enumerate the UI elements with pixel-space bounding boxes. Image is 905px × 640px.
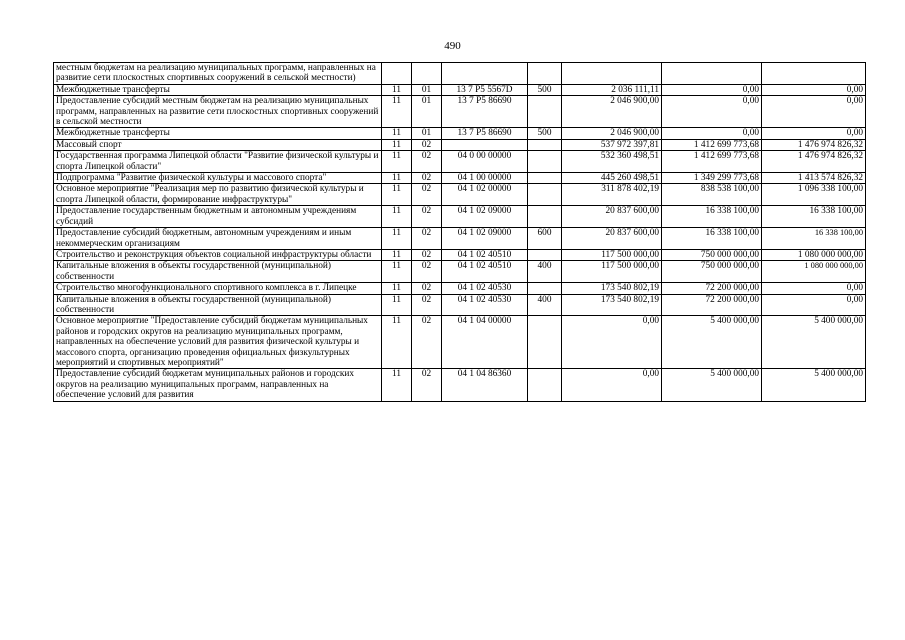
amount-year3-cell: 16 338 100,00	[762, 228, 866, 250]
amount-year2-cell	[662, 63, 762, 85]
target-article-cell: 04 1 02 40510	[442, 249, 528, 260]
amount-year3-cell	[762, 63, 866, 85]
amount-year2-cell: 0,00	[662, 84, 762, 95]
expense-type-cell	[528, 369, 562, 401]
amount-year3-cell: 5 400 000,00	[762, 316, 866, 369]
table-row	[54, 84, 866, 95]
amount-year1-cell: 532 360 498,51	[562, 151, 662, 173]
row-name-cell: Основное мероприятие "Реализация мер по развитию физической культуры и спорта Липецкой области, формирование инфраструктуры"	[54, 184, 382, 206]
row-name-cell: Предоставление государственным бюджетным и автономным учреждениям субсидий	[54, 206, 382, 228]
target-article-cell	[442, 63, 528, 85]
table-row	[54, 151, 866, 173]
expense-type-cell	[528, 249, 562, 260]
subsection-code-cell: 01	[412, 96, 442, 128]
subsection-code-cell: 02	[412, 261, 442, 283]
target-article-cell: 13 7 P5 5567D	[442, 84, 528, 95]
amount-year1-cell: 311 878 402,19	[562, 184, 662, 206]
table-row	[54, 294, 866, 316]
subsection-code-cell: 01	[412, 128, 442, 139]
table-row	[54, 283, 866, 294]
amount-year2-cell: 16 338 100,00	[662, 228, 762, 250]
table-row	[54, 369, 866, 401]
expense-type-cell	[528, 283, 562, 294]
amount-year3-cell: 1 096 338 100,00	[762, 184, 866, 206]
amount-year1-cell: 2 036 111,11	[562, 84, 662, 95]
amount-year3-cell: 1 476 974 826,32	[762, 151, 866, 173]
section-code-cell: 11	[382, 173, 412, 184]
subsection-code-cell: 02	[412, 206, 442, 228]
amount-year2-cell: 838 538 100,00	[662, 184, 762, 206]
section-code-cell: 11	[382, 316, 412, 369]
subsection-code-cell: 02	[412, 283, 442, 294]
amount-year1-cell: 173 540 802,19	[562, 283, 662, 294]
section-code-cell: 11	[382, 369, 412, 401]
amount-year3-cell: 1 080 000 000,00	[762, 261, 866, 283]
amount-year2-cell: 0,00	[662, 128, 762, 139]
amount-year2-cell: 1 349 299 773,68	[662, 173, 762, 184]
amount-year1-cell: 20 837 600,00	[562, 206, 662, 228]
amount-year1-cell: 2 046 900,00	[562, 128, 662, 139]
amount-year3-cell: 16 338 100,00	[762, 206, 866, 228]
amount-year3-cell: 0,00	[762, 96, 866, 128]
amount-year3-cell: 5 400 000,00	[762, 369, 866, 401]
subsection-code-cell: 02	[412, 294, 442, 316]
target-article-cell: 04 1 04 00000	[442, 316, 528, 369]
amount-year1-cell: 0,00	[562, 369, 662, 401]
target-article-cell: 04 1 00 00000	[442, 173, 528, 184]
table-row	[54, 173, 866, 184]
section-code-cell: 11	[382, 151, 412, 173]
row-name-cell: Предоставление субсидий бюджетным, автономным учреждениям и иным некоммерческим организациям	[54, 228, 382, 250]
section-code-cell: 11	[382, 128, 412, 139]
amount-year2-cell: 16 338 100,00	[662, 206, 762, 228]
target-article-cell: 13 7 P5 86690	[442, 96, 528, 128]
expense-type-cell	[528, 316, 562, 369]
target-article-cell: 04 1 02 09000	[442, 206, 528, 228]
expense-type-cell	[528, 206, 562, 228]
row-name-cell: Межбюджетные трансферты	[54, 128, 382, 139]
expense-type-cell: 400	[528, 294, 562, 316]
section-code-cell: 11	[382, 261, 412, 283]
expense-type-cell	[528, 139, 562, 150]
expense-type-cell	[528, 151, 562, 173]
subsection-code-cell: 02	[412, 139, 442, 150]
table-row	[54, 184, 866, 206]
section-code-cell: 11	[382, 294, 412, 316]
subsection-code-cell	[412, 63, 442, 85]
table-row	[54, 128, 866, 139]
table-row	[54, 249, 866, 260]
target-article-cell: 04 1 02 40530	[442, 294, 528, 316]
expense-type-cell: 400	[528, 261, 562, 283]
target-article-cell: 04 1 02 00000	[442, 184, 528, 206]
section-code-cell: 11	[382, 96, 412, 128]
section-code-cell: 11	[382, 206, 412, 228]
amount-year2-cell: 750 000 000,00	[662, 249, 762, 260]
target-article-cell	[442, 139, 528, 150]
amount-year2-cell: 72 200 000,00	[662, 294, 762, 316]
table-row	[54, 96, 866, 128]
expense-type-cell: 500	[528, 128, 562, 139]
section-code-cell: 11	[382, 139, 412, 150]
expense-type-cell	[528, 63, 562, 85]
amount-year1-cell: 20 837 600,00	[562, 228, 662, 250]
target-article-cell: 04 1 02 40530	[442, 283, 528, 294]
table-row	[54, 228, 866, 250]
expense-type-cell	[528, 184, 562, 206]
expense-type-cell	[528, 96, 562, 128]
subsection-code-cell: 02	[412, 249, 442, 260]
target-article-cell: 04 1 02 09000	[442, 228, 528, 250]
expense-type-cell	[528, 173, 562, 184]
table-row	[54, 63, 866, 85]
amount-year3-cell: 0,00	[762, 294, 866, 316]
section-code-cell: 11	[382, 184, 412, 206]
amount-year3-cell: 0,00	[762, 84, 866, 95]
amount-year3-cell: 0,00	[762, 283, 866, 294]
section-code-cell: 11	[382, 249, 412, 260]
row-name-cell: Строительство и реконструкция объектов социальной инфраструктуры области	[54, 249, 382, 260]
subsection-code-cell: 02	[412, 316, 442, 369]
row-name-cell: Капитальные вложения в объекты государственной (муниципальной) собственности	[54, 261, 382, 283]
amount-year2-cell: 750 000 000,00	[662, 261, 762, 283]
subsection-code-cell: 02	[412, 151, 442, 173]
table-row	[54, 206, 866, 228]
amount-year2-cell: 0,00	[662, 96, 762, 128]
row-name-cell: местным бюджетам на реализацию муниципальных программ, направленных на развитие сети плоскостных спортивных сооружений в сельской местности)	[54, 63, 382, 85]
amount-year1-cell: 173 540 802,19	[562, 294, 662, 316]
amount-year1-cell: 2 046 900,00	[562, 96, 662, 128]
page-number: 490	[444, 40, 461, 52]
target-article-cell: 13 7 P5 86690	[442, 128, 528, 139]
table-row	[54, 316, 866, 369]
section-code-cell: 11	[382, 84, 412, 95]
row-name-cell: Государственная программа Липецкой области "Развитие физической культуры и спорта Липецкой области"	[54, 151, 382, 173]
subsection-code-cell: 02	[412, 173, 442, 184]
row-name-cell: Капитальные вложения в объекты государственной (муниципальной) собственности	[54, 294, 382, 316]
budget-table	[53, 62, 866, 402]
row-name-cell: Массовый спорт	[54, 139, 382, 150]
row-name-cell: Подпрограмма "Развитие физической культуры и массового спорта"	[54, 173, 382, 184]
amount-year3-cell: 1 476 974 826,32	[762, 139, 866, 150]
amount-year1-cell	[562, 63, 662, 85]
row-name-cell: Строительство многофункционального спортивного комплекса в г. Липецке	[54, 283, 382, 294]
row-name-cell: Основное мероприятие "Предоставление субсидий бюджетам муниципальных районов и городских округов на реализацию муниципальных программ, направленных на обеспечение условий для развития физической культуры и массового спорта, организацию проведения официальных физкультурных мероприятий и спортивных мероприятий"	[54, 316, 382, 369]
amount-year1-cell: 117 500 000,00	[562, 249, 662, 260]
target-article-cell: 04 1 04 86360	[442, 369, 528, 401]
target-article-cell: 04 0 00 00000	[442, 151, 528, 173]
table-body	[54, 63, 866, 402]
amount-year1-cell: 445 260 498,51	[562, 173, 662, 184]
expense-type-cell: 500	[528, 84, 562, 95]
table-row	[54, 261, 866, 283]
subsection-code-cell: 02	[412, 228, 442, 250]
amount-year3-cell: 1 080 000 000,00	[762, 249, 866, 260]
target-article-cell: 04 1 02 40510	[442, 261, 528, 283]
section-code-cell	[382, 63, 412, 85]
amount-year2-cell: 1 412 699 773,68	[662, 139, 762, 150]
table-row	[54, 139, 866, 150]
amount-year2-cell: 1 412 699 773,68	[662, 151, 762, 173]
amount-year1-cell: 537 972 397,81	[562, 139, 662, 150]
section-code-cell: 11	[382, 283, 412, 294]
amount-year2-cell: 5 400 000,00	[662, 369, 762, 401]
amount-year1-cell: 117 500 000,00	[562, 261, 662, 283]
subsection-code-cell: 02	[412, 369, 442, 401]
amount-year2-cell: 72 200 000,00	[662, 283, 762, 294]
amount-year1-cell: 0,00	[562, 316, 662, 369]
row-name-cell: Межбюджетные трансферты	[54, 84, 382, 95]
subsection-code-cell: 02	[412, 184, 442, 206]
section-code-cell: 11	[382, 228, 412, 250]
row-name-cell: Предоставление субсидий бюджетам муниципальных районов и городских округов на реализацию муниципальных программ, направленных на обеспечение условий для развития	[54, 369, 382, 401]
expense-type-cell: 600	[528, 228, 562, 250]
amount-year2-cell: 5 400 000,00	[662, 316, 762, 369]
amount-year3-cell: 0,00	[762, 128, 866, 139]
amount-year3-cell: 1 413 574 826,32	[762, 173, 866, 184]
subsection-code-cell: 01	[412, 84, 442, 95]
row-name-cell: Предоставление субсидий местным бюджетам на реализацию муниципальных программ, направленных на развитие сети плоскостных спортивных сооружений в сельской местности	[54, 96, 382, 128]
